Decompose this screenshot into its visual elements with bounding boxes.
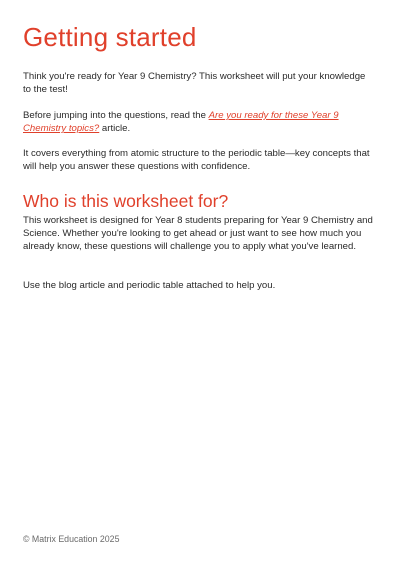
- read-article-suffix: article.: [99, 123, 131, 134]
- resources-paragraph: Use the blog article and periodic table attached to help you.: [23, 280, 276, 291]
- page-title: Getting started: [23, 22, 197, 52]
- footer-copyright: © Matrix Education 2025: [23, 534, 120, 544]
- read-article-prefix: Before jumping into the questions, read the: [23, 110, 209, 121]
- covers-paragraph: It covers everything from atomic structure to the periodic table—key concepts that will help you answer these questions with confidence.: [23, 148, 370, 172]
- audience-paragraph: This worksheet is designed for Year 8 students preparing for Year 9 Chemistry and Science. Whether you're looking to get ahead or just want to see how much you already know, these questions will challenge you to apply what you've learned.: [23, 215, 373, 252]
- article-link[interactable]: Are you ready for these Year 9 Chemistry topics?: [23, 110, 339, 134]
- intro-paragraph: Think you're ready for Year 9 Chemistry? This worksheet will put your knowledge to the test!: [23, 71, 366, 95]
- read-article-paragraph: [23, 109, 373, 135]
- section-heading: Who is this worksheet for?: [23, 191, 229, 211]
